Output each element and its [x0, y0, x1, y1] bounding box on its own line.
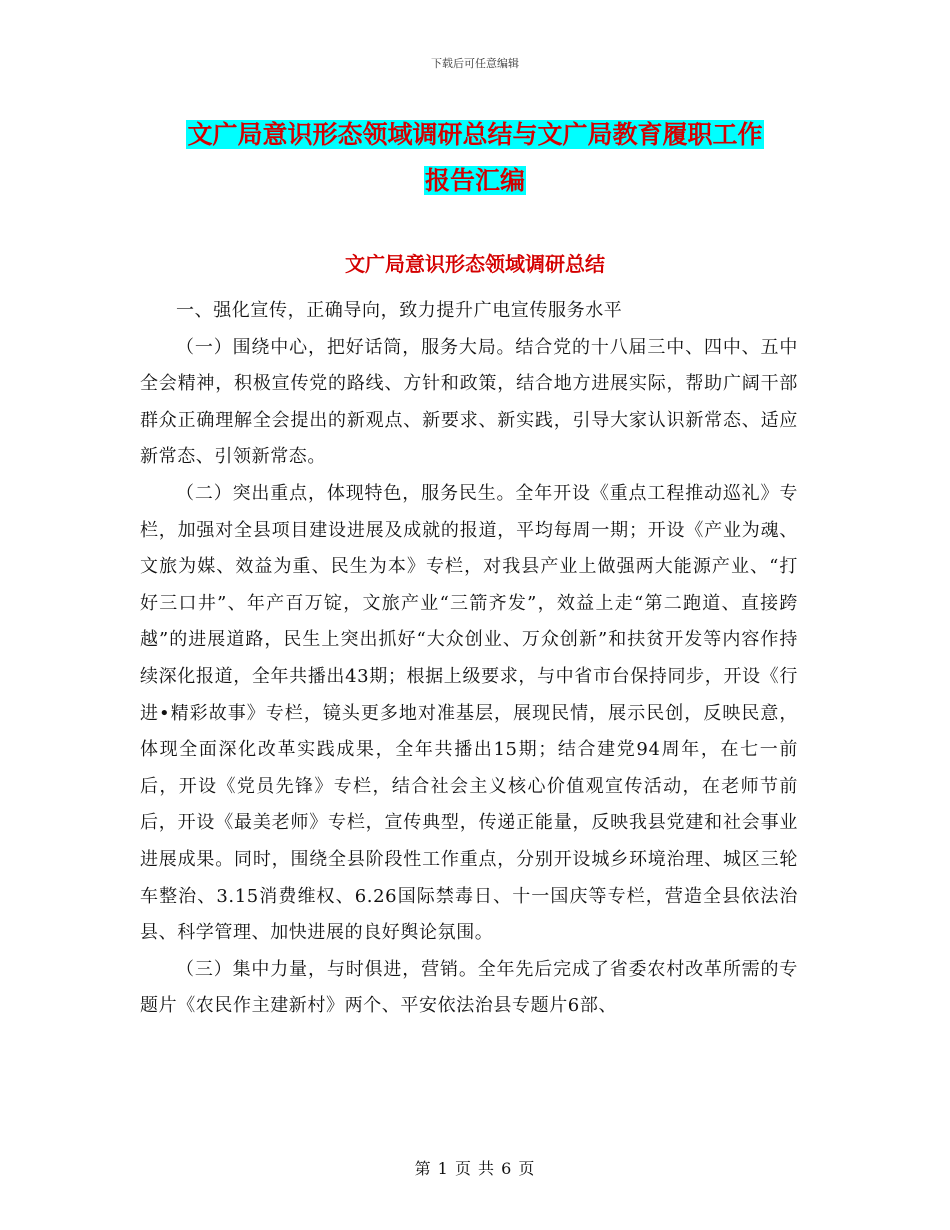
paragraph-1: （一）围绕中心，把好话筒，服务大局。结合党的十八届三中、四中、五中全会精神，积极宣传党的路线、方针和政策，结合地方进展实际，帮助广阔干部群众正确理解全会提出的新观点、新要求、新实践，引导大家认识新常态、适应新常态、引领新常态。	[140, 336, 798, 468]
document-body	[140, 293, 798, 1025]
document-title-line-1: 文广局意识形态领域调研总结与文广局教育履职工作	[187, 120, 763, 149]
paragraph-heading-1: 一、强化宣传，正确导向，致力提升广电宣传服务水平	[176, 300, 623, 321]
paragraph-3: （三）集中力量，与时俱进，营销。全年先后完成了省委农村改革所需的专题片《农民作主建新村》两个、平安依法治县专题片6部、	[140, 958, 798, 1017]
section-title: 文广局意识形态领域调研总结	[345, 252, 605, 276]
document-title-line-2: 报告汇编	[424, 166, 525, 195]
document-title	[140, 112, 810, 204]
header-note: 下载后可任意编辑	[431, 57, 519, 70]
page-footer: 第 1 页 共 6 页	[414, 1159, 536, 1178]
paragraph-2: （二）突出重点，体现特色，服务民生。全年开设《重点工程推动巡礼》专栏，加强对全县项目建设进展及成就的报道，平均每周一期；开设《产业为魂、文旅为媒、效益为重、民生为本》专栏，对我县产业上做强两大能源产业、“打好三口井”、年产百万锭，文旅产业“三箭齐发”，效益上走“第二跑道、直接跨越”的进展道路，民生上突出抓好“大众创业、万众创新”和扶贫开发等内容作持续深化报道，全年共播出43期；根据上级要求，与中省市台保持同步，开设《行进•精彩故事》专栏，镜头更多地对准基层，展现民情，展示民创，反映民意，体现全面深化改革实践成果，全年共播出15期；结合建党94周年，在七一前后，开设《党员先锋》专栏，结合社会主义核心价值观宣传活动，在老师节前后，开设《最美老师》专栏，宣传典型，传递正能量，反映我县党建和社会事业进展成果。同时，围绕全县阶段性工作重点，分别开设城乡环境治理、城区三轮车整治、3.15消费维权、6.26国际禁毒日、十一国庆等专栏，营造全县依法治县、科学管理、加快进展的良好舆论氛围。	[140, 482, 798, 944]
